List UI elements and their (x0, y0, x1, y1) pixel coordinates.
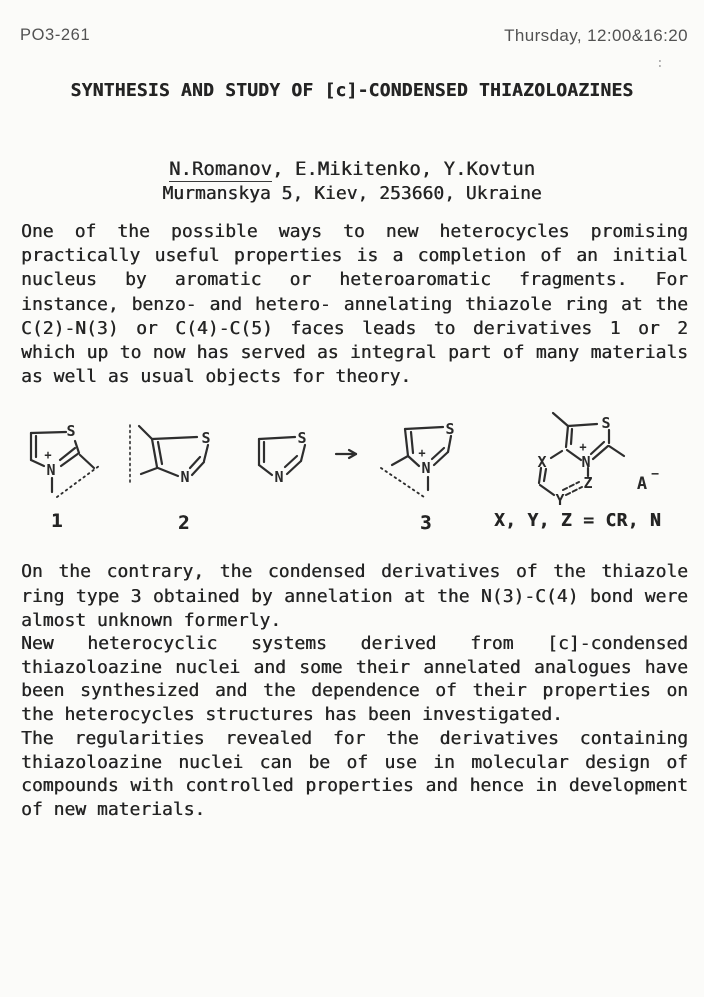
scan-noise-mark: : (656, 56, 664, 71)
text-line: thiazoloazine nuclei and some their annelated analogues have (21, 656, 688, 678)
text-line: instance, benzo- and hetero- annelating thiazole ring at the (21, 293, 688, 315)
atom-label-n: N (421, 459, 431, 477)
text-line: C(2)-N(3) or C(4)-C(5) faces leads to derivatives 1 or 2 (21, 317, 688, 339)
text-line: been synthesized and the dependence of their properties on (21, 680, 688, 701)
figure-legend: X, Y, Z = CR, N (494, 510, 662, 531)
text-line: as well as usual objects for theory. (21, 366, 412, 388)
text-line: ring type 3 obtained by annelation at the N(3)-C(4) bond were (21, 585, 688, 607)
text-line: of new materials. (21, 798, 206, 820)
atom-label-n: N (581, 453, 591, 471)
compound-label-3: 3 (420, 512, 432, 534)
paragraph-4 (21, 727, 688, 821)
text-line: On the contrary, the condensed derivatives of the thiazole (21, 561, 688, 582)
authors-line (0, 158, 704, 180)
atom-label-z: Z (583, 474, 593, 492)
text-line: practically useful properties is a completion of an initial (21, 245, 688, 267)
atom-label-n: N (180, 468, 190, 486)
atom-label-s: S (445, 420, 455, 438)
atom-label-s: S (201, 429, 211, 447)
atom-label-s: S (66, 422, 76, 440)
plus-charge: + (418, 446, 426, 460)
compound-label-1: 1 (51, 510, 63, 532)
atom-label-s: S (601, 414, 611, 432)
structure-thiazoloazinium (537, 413, 659, 509)
structure-2-dimethylthiazole (139, 426, 211, 486)
atom-label-x: X (537, 453, 547, 471)
paragraph-3 (21, 632, 688, 726)
address-line: Murmanskya 5, Kiev, 253660, Ukraine (162, 183, 542, 204)
paper-title: SYNTHESIS AND STUDY OF [c]-CONDENSED THIAZOLOAZINES (70, 80, 634, 101)
atom-label-n: N (274, 468, 284, 486)
text-line: which up to now has served as integral part of many materials (21, 342, 688, 364)
paragraph-1 (21, 220, 688, 389)
atom-label-s: S (297, 429, 307, 447)
reaction-arrow-icon (336, 450, 356, 458)
atom-label-n: N (46, 461, 56, 479)
anion-label: A (636, 474, 648, 494)
text-line: compounds with controlled properties and hence in development (21, 775, 688, 796)
text-line: almost unknown formerly. (21, 610, 282, 631)
text-line: thiazoloazine nuclei can be of use in molecular design of (21, 751, 688, 773)
text-line: The regularities revealed for the derivatives containing (21, 728, 688, 749)
authors-rest: , E.Mikitenko, Y.Kovtun (271, 158, 536, 180)
plus-charge: + (579, 440, 587, 454)
session-code: PO3-261 (20, 26, 91, 44)
structure-1-thiazolium (31, 422, 99, 497)
anion-minus-sign: − (651, 467, 659, 482)
plus-charge: + (44, 448, 52, 462)
session-time: Thursday, 12:00&16:20 (504, 26, 688, 45)
text-line: the heterocycles structures has been investigated. (21, 703, 563, 725)
atom-label-y: Y (555, 491, 565, 509)
text-line: nucleus by aromatic or heteroaromatic fragments. For (21, 269, 688, 291)
text-line: New heterocyclic systems derived from [c]-condensed (21, 633, 688, 654)
structure-thiazole (259, 429, 307, 486)
paragraph-2 (21, 560, 688, 634)
author-underlined: N.Romanov (168, 158, 272, 180)
text-line: One of the possible ways to new heterocycles promising (21, 221, 688, 242)
compound-label-2: 2 (178, 512, 190, 534)
structure-3-thiazolium (381, 420, 455, 497)
